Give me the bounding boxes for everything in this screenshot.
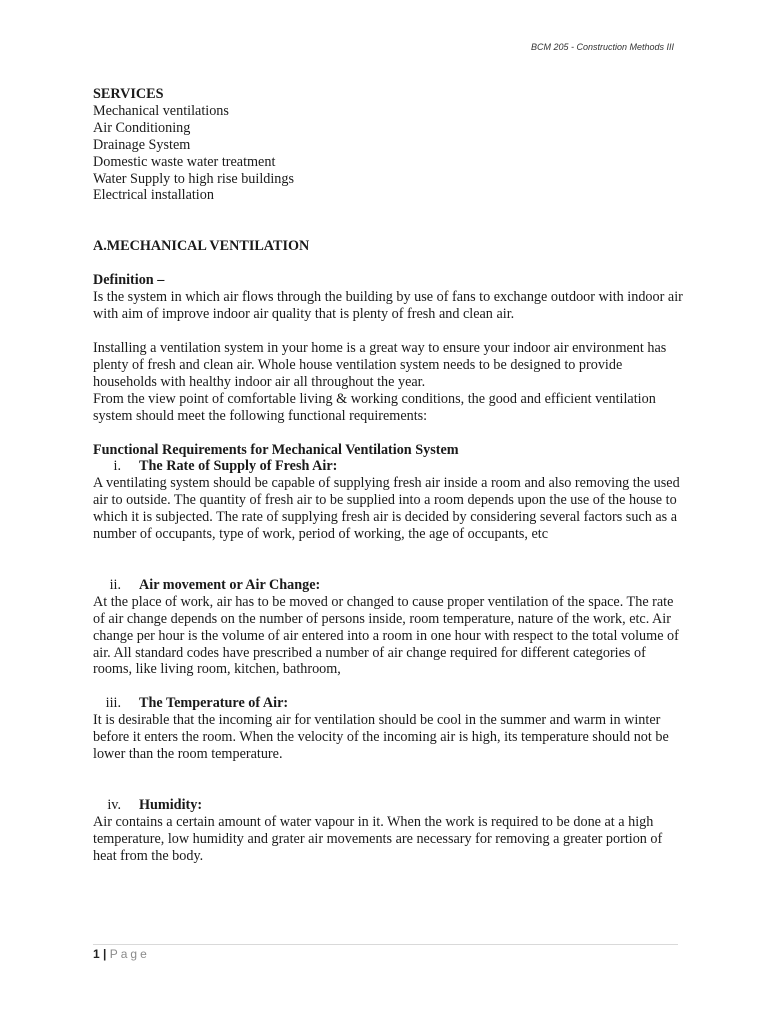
services-heading: SERVICES [93,86,164,102]
intro-paragraph: Installing a ventilation system in your home is a great way to ensure your indoor air environment has plenty of fresh and clean air. Whole house ventilation system needs to be designed to provide households with healthy indoor air all throughout the year. [93,339,667,390]
requirement-number: i. [113,458,121,475]
page-label: Page [109,947,150,961]
requirement-title-text: The Temperature of Air: [139,695,289,712]
page-number: 1 [93,947,100,961]
requirement-body: A ventilating system should be capable of supplying fresh air inside a room and also removing the used air to outside. The quantity of fresh air to be supplied into a room depends upon the use of the house to which it is subjected. The rate of supplying fresh air is decided by considering several factors such as a number of occupants, type of work, period of working, the age of occupants, etc [93,475,680,543]
page-content [93,86,683,865]
footer-separator: | [103,947,107,961]
services-item: Water Supply to high rise buildings [93,170,295,187]
services-item: Domestic waste water treatment [93,153,276,170]
section-heading: A.MECHANICAL VENTILATION [93,238,310,255]
requirement-title [93,458,683,475]
definition-body: Is the system in which air flows through the building by use of fans to exchange outdoor with indoor air with aim of improve indoor air quality that is plenty of fresh and clean air. [93,289,683,323]
services-item: Air Conditioning [93,119,191,136]
requirement-title [93,695,683,712]
requirement-body: Air contains a certain amount of water vapour in it. When the work is required to be done at a high temperature, low humidity and grater air movements are necessary for removing a greater portion of heat from the body. [93,813,663,864]
requirement-title [93,577,683,594]
intro-paragraph-2: From the view point of comfortable living & working conditions, the good and efficient ventilation system should meet the following functional requirements: [93,390,656,424]
requirement-body: It is desirable that the incoming air for ventilation should be cool in the summer and warm in winter before it enters the room. When the velocity of the incoming air is high, its temperature should not be lower than the room temperature. [93,712,669,763]
running-header: BCM 205 - Construction Methods III [530,42,674,52]
services-item: Drainage System [93,136,191,153]
requirement-body: At the place of work, air has to be moved or changed to cause proper ventilation of the space. The rate of air change depends on the number of persons inside, room temperature, nature of the work, etc. Air change per hour is the volume of air entered into a room in one hour with respect to the total volume of air. All standard codes have prescribed a number of air change required for different categories of rooms, like living room, kitchen, bathroom, [93,593,679,678]
services-item: Electrical installation [93,187,214,204]
requirements-heading: Functional Requirements for Mechanical Ventilation System [93,441,459,458]
requirement-title-text: The Rate of Supply of Fresh Air: [139,458,338,475]
requirement-number: ii. [109,576,121,593]
requirement-title-text: Humidity: [139,797,203,813]
requirement-number: iii. [105,695,121,712]
definition-heading: Definition – [93,272,165,289]
services-item: Mechanical ventilations [93,102,229,119]
page-footer [93,947,150,961]
requirement-title-text: Air movement or Air Change: [139,576,321,593]
requirement-number: iv. [107,797,121,813]
footer-divider [93,944,678,945]
requirement-title [93,797,683,814]
